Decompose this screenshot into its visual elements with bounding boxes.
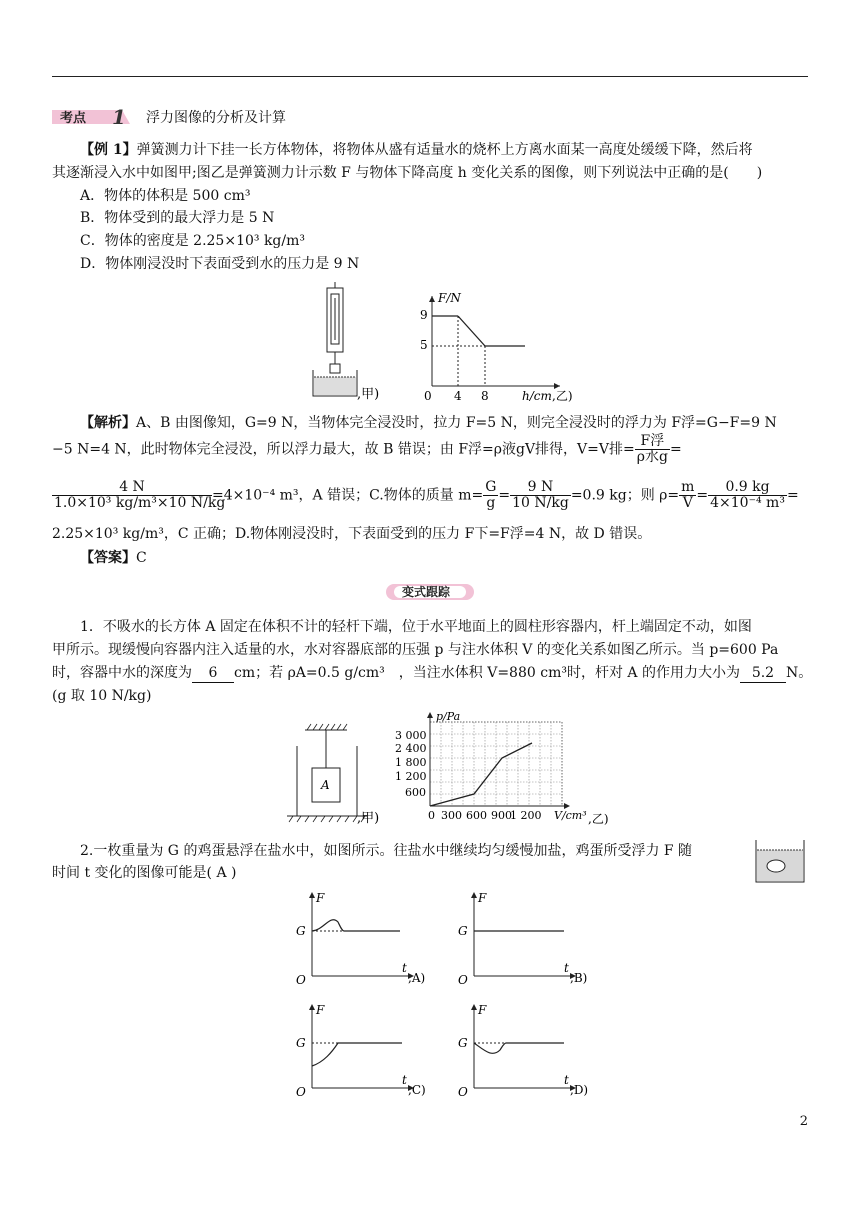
tick-5: 5 — [420, 338, 428, 352]
svg-text:G: G — [296, 1036, 306, 1050]
graph-option-a — [290, 888, 440, 988]
example-line-1: 【例 1】弹簧测力计下挂一长方体物体，将物体从盛有适量水的烧杯上方离水面某一高度处缓缓下降，然后将 — [80, 142, 753, 158]
badge-label: 考点 — [60, 111, 87, 126]
example-prefix: 【例 1】 — [80, 142, 137, 158]
fraction-volume: $\frac{4 N}{\text{1.0×10³ kg/m³×10 N/kg}}$ — [54, 479, 226, 511]
pv-xtick-1200: 1 200 — [510, 809, 542, 822]
svg-text:F: F — [478, 1003, 487, 1017]
tick-4: 4 — [454, 389, 462, 403]
pv-xtick-0: 0 — [428, 809, 435, 822]
header-rule — [52, 76, 808, 77]
svg-text:t: t — [564, 1073, 569, 1087]
svg-text:G: G — [458, 924, 468, 938]
fraction-mass-1: $\frac{G}{g}$ — [485, 479, 497, 511]
pv-xtick-300: 300 — [441, 809, 462, 822]
analysis-line-3: $\frac{4 N}{\text{1.0×10³ kg/m³×10 N/kg}}$ =4×10⁻⁴ m³，A 错误；C.物体的质量 m= $\frac{G}{g}$ = $\frac{9 N}{10 N/kg}$ =0.9 kg；则 ρ= $\frac{m}{V}$ = $\frac{0.9 kg}{\text{4×10⁻⁴ m³}}$ = — [54, 479, 799, 511]
pv-tick-2400: 2 400 — [395, 742, 427, 755]
analysis-line-1: 【解析】A、B 由图像知，G=9 N，当物体完全浸没时，拉力 F=5 N，则完全浸没时的浮力为 F浮=G−F=9 N — [80, 415, 777, 431]
svg-text:O: O — [458, 1085, 468, 1099]
svg-text:,B): ,B) — [570, 971, 588, 985]
option-c: C．物体的密度是 2.25×10³ kg/m³ — [80, 233, 305, 249]
graph-option-c — [290, 1000, 440, 1100]
option-a: A．物体的体积是 500 cm³ — [80, 188, 251, 204]
analysis-prefix: 【解析】 — [80, 415, 136, 431]
pv-tick-1200: 1 200 — [395, 770, 427, 783]
q2-line-2: 时间 t 变化的图像可能是( A ) — [52, 865, 237, 881]
svg-text:t: t — [402, 961, 407, 975]
svg-text:F: F — [316, 1003, 325, 1017]
tick-0: 0 — [424, 389, 432, 403]
section-title: 浮力图像的分析及计算 — [146, 110, 286, 126]
fig-jia-label: ,甲) — [357, 387, 380, 402]
fraction-density-2: $\frac{0.9 kg}{\text{4×10⁻⁴ m³}}$ — [710, 479, 785, 511]
svg-text:,C): ,C) — [408, 1083, 426, 1097]
graph-xlabel: h/cm — [522, 389, 552, 403]
svg-text:t: t — [564, 961, 569, 975]
example-line-2: 其逐渐浸入水中如图甲;图乙是弹簧测力计示数 F 与物体下降高度 h 变化关系的图像，则下列说法中正确的是( ) — [52, 165, 763, 181]
page-number: 2 — [799, 1114, 808, 1129]
svg-text:,A): ,A) — [408, 971, 426, 985]
pv-xtick-600: 600 — [466, 809, 487, 822]
variant-title: 变式跟踪 — [402, 585, 451, 599]
svg-text:G: G — [296, 924, 306, 938]
spring-scale-figure — [305, 280, 405, 404]
tick-9: 9 — [420, 308, 428, 322]
svg-text:O: O — [458, 973, 468, 987]
container-figure — [285, 722, 385, 830]
f-h-graph — [410, 288, 580, 406]
answer-blank-1[interactable]: 6 — [192, 664, 234, 683]
q2-line-1: 2.一枚重量为 G 的鸡蛋悬浮在盐水中，如图所示。往盐水中继续均匀缓慢加盐，鸡蛋所受浮力 F 随 — [80, 843, 693, 859]
pv-tag: ,乙) — [588, 812, 609, 826]
svg-text:t: t — [402, 1073, 407, 1087]
option-d: D．物体刚浸没时下表面受到水的压力是 9 N — [80, 256, 360, 272]
pv-tick-3000: 3 000 — [395, 729, 427, 742]
fig-jia-label-2: ,甲) — [357, 811, 380, 826]
answer-blank-2[interactable]: 5.2 — [740, 664, 786, 683]
analysis-line-4: 2.25×10³ kg/m³，C 正确；D.物体刚浸没时，下表面受到的压力 F下=F浮=4 N，故 D 错误。 — [52, 526, 652, 542]
q1-line-4: (g 取 10 N/kg) — [52, 688, 152, 704]
analysis-line-2: −5 N=4 N，此时物体完全浸没，所以浮力最大，故 B 错误；由 F浮=ρ液gV排得，V=V排= $\frac{\text{F浮}}{\text{ρ水g}}$ = — [52, 433, 682, 465]
p-v-graph — [392, 708, 612, 828]
fraction-v: $\frac{\text{F浮}}{\text{ρ水g}}$ — [636, 433, 668, 465]
svg-text:O: O — [296, 973, 306, 987]
answer-line: 【答案】C — [80, 550, 147, 566]
q1-line-3: 时，容器中水的深度为 6 cm；若 ρA=0.5 g/cm³ ，当注水体积 V=880 cm³时，杆对 A 的作用力大小为 5.2 N。 — [52, 665, 813, 681]
graph-ylabel: F/N — [438, 291, 461, 305]
pv-tick-1800: 1 800 — [395, 756, 427, 769]
badge-number: 1 — [112, 108, 126, 126]
variant-tag — [380, 581, 480, 603]
graph-tag: ,乙) — [552, 389, 573, 403]
pv-tick-600: 600 — [405, 786, 426, 799]
pv-xtick-900: 900 — [491, 809, 512, 822]
tick-8: 8 — [481, 389, 489, 403]
fraction-mass-2: $\frac{9 N}{10 N/kg}$ — [512, 479, 569, 511]
svg-text:,D): ,D) — [570, 1083, 589, 1097]
svg-text:O: O — [296, 1085, 306, 1099]
option-b: B．物体受到的最大浮力是 5 N — [80, 210, 275, 226]
fraction-density-1: $\frac{m}{V}$ — [681, 479, 695, 511]
svg-text:F: F — [316, 891, 325, 905]
q1-line-1: 1．不吸水的长方体 A 固定在体积不计的轻杆下端，位于水平地面上的圆柱形容器内，杆上端固定不动，如图 — [80, 619, 752, 635]
graph-option-b — [452, 888, 602, 988]
block-a-label: A — [321, 778, 330, 792]
section-badge — [50, 108, 138, 126]
pv-ylabel: p/Pa — [436, 710, 461, 723]
svg-text:F: F — [478, 891, 487, 905]
pv-xlabel: V/cm³ — [554, 809, 587, 822]
svg-text:G: G — [458, 1036, 468, 1050]
egg-beaker-figure — [752, 838, 808, 886]
q1-line-2: 甲所示。现缓慢向容器内注入适量的水，水对容器底部的压强 p 与注水体积 V 的变化关系如图乙所示。当 p=600 Pa — [52, 642, 779, 658]
graph-option-d — [452, 1000, 602, 1100]
